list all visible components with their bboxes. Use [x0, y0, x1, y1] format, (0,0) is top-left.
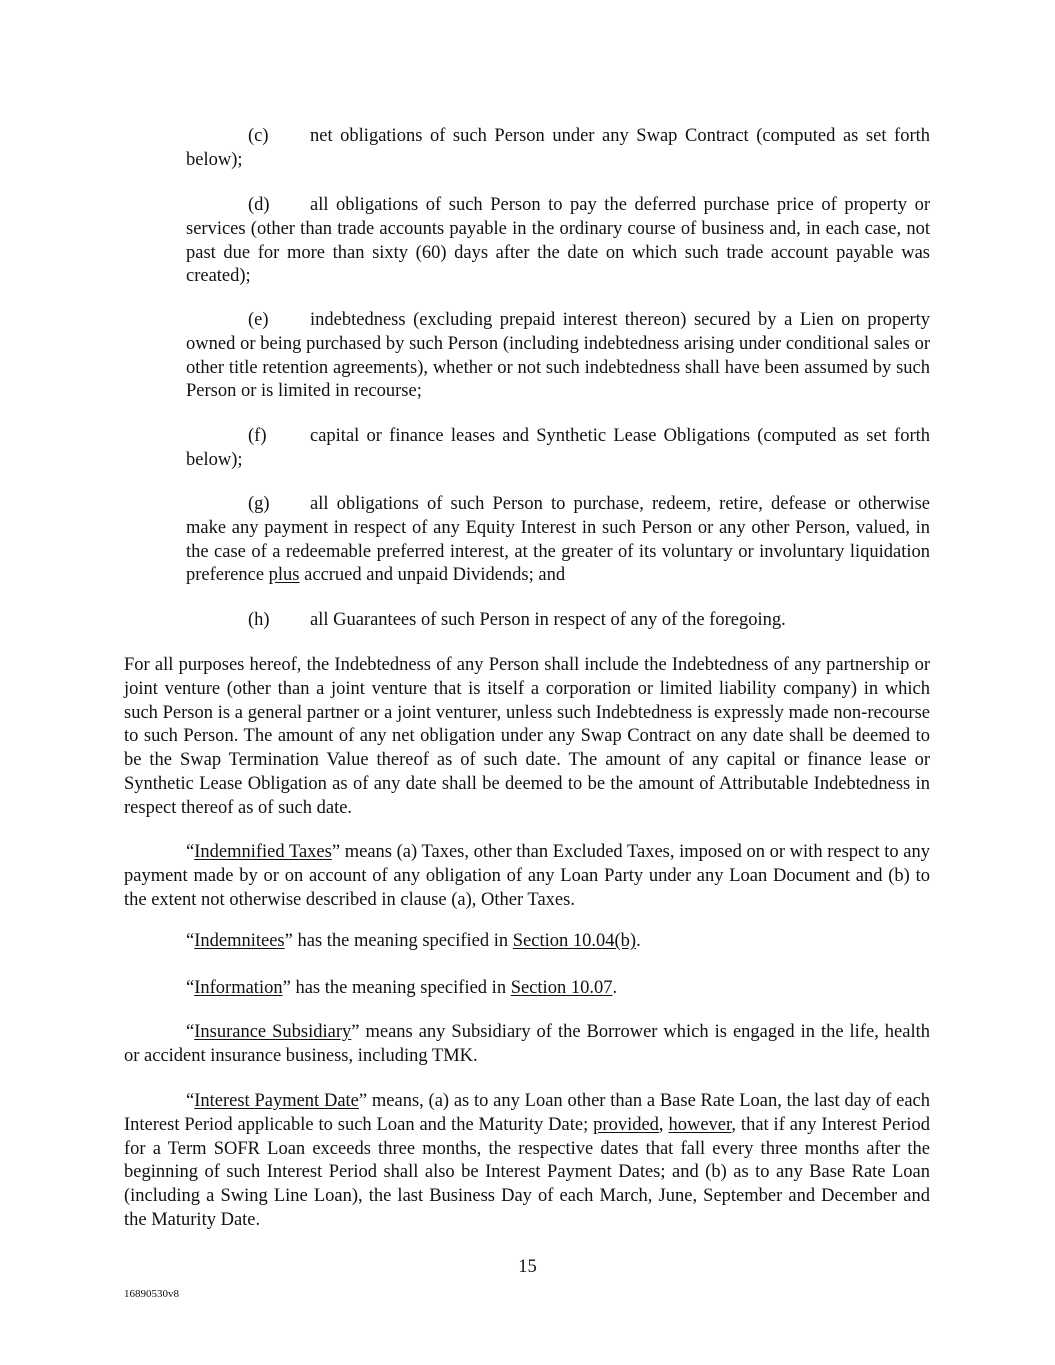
close-quote: ” [284, 931, 293, 951]
definition-indemnified-taxes [124, 841, 930, 912]
defined-term: Interest Payment Date [194, 1091, 359, 1111]
however-term: however [668, 1114, 732, 1135]
open-quote: “ [186, 1091, 195, 1111]
clause-label: (d) [248, 195, 270, 215]
clause-label: (f) [248, 426, 267, 446]
clause-text: all obligations of such Person to purchase, redeem, retire, defease or otherwise make any payment in respect of any Equity Interest in such Person or any other Person, valued, in the case of a redeemable preferred interest, at the greater of its voluntary or involuntary liquidation preference [186, 494, 930, 586]
clause-text: net obligations of such Person under any Swap Contract (computed as set forth below); [186, 126, 930, 170]
definition-text: means, (a) as to any Loan other than a Base Rate Loan, the last day of each Interest Period applicable to such Loan and the Maturity Date; [124, 1091, 930, 1135]
definition-text: has the meaning specified in [292, 931, 513, 951]
close-quote: ” [358, 1091, 368, 1111]
section-reference: Section 10.04(b) [512, 931, 637, 951]
clause-e [186, 309, 930, 404]
clause-text-end: accrued and unpaid Dividends; and [299, 565, 566, 586]
clause-f [186, 425, 930, 473]
clause-text: all obligations of such Person to pay the deferred purchase price of property or services (other than trade accounts payable in the ordinary course of business and, in each case, not past due for more than sixty (60) days after the date on which such trade account payable was created); [186, 195, 930, 287]
defined-term: Insurance Subsidiary [194, 1022, 352, 1042]
clause-c [186, 125, 930, 173]
definition-text: means any Subsidiary of the Borrower which is engaged in the life, health or accident insurance business, including TMK. [124, 1022, 931, 1066]
clause-label: (g) [248, 494, 270, 514]
indebtedness-closing-paragraph: For all purposes hereof, the Indebtedness of any Person shall include the Indebtedness of any partnership or joint venture (other than a joint venture that is itself a corporation or limited liability company) in which such Person is a general partner or a joint venturer, unless such Indebtedness is expressly made non-recourse to such Person. The amount of any net obligation under any Swap Contract on any date shall be deemed to be the Swap Termination Value thereof as of such date. The amount of any capital or finance lease or Synthetic Lease Obligation as of any date shall be deemed to be the amount of Attributable Indebtedness in respect thereof as of such date. [124, 655, 930, 818]
clause-label: (h) [248, 610, 270, 630]
comma: , [658, 1114, 669, 1135]
clause-h [186, 609, 930, 633]
close-quote: ” [282, 978, 291, 998]
clause-text: all Guarantees of such Person in respect of any of the foregoing. [310, 610, 786, 630]
close-quote: ” [351, 1022, 360, 1042]
definition-text-end: , that if any Interest Period for a Term SOFR Loan exceeds three months, the respective dates that fall every three months after the beginning of such Interest Period shall also be Interest Payment Dates; and (b) as to any Base Rate Loan (including a Swing Line Loan), the last Business Day of each March, June, September and December and the Maturity Date. [124, 1114, 931, 1230]
defined-term: Indemnitees [194, 931, 285, 951]
definition-text: has the meaning specified in [290, 978, 511, 998]
definition-insurance-subsidiary [124, 1021, 930, 1069]
document-id: 16890530v8 [124, 1288, 179, 1300]
section-reference: Section 10.07 [510, 978, 613, 998]
clause-label: (e) [248, 310, 269, 330]
close-quote: ” [331, 842, 341, 862]
definition-information [124, 977, 930, 1001]
page-number: 15 [518, 1257, 537, 1277]
defined-term: Indemnified Taxes [194, 842, 332, 862]
clause-g [186, 493, 930, 588]
open-quote: “ [186, 978, 195, 998]
open-quote: “ [186, 1022, 195, 1042]
clause-label: (c) [248, 126, 269, 146]
definition-indemnitees [124, 930, 930, 954]
definition-end: . [612, 978, 618, 998]
definition-interest-payment-date [124, 1090, 930, 1233]
plus-term: plus [268, 565, 300, 586]
open-quote: “ [186, 931, 195, 951]
clause-text: capital or finance leases and Synthetic Lease Obligations (computed as set forth below); [186, 426, 930, 470]
clause-text: indebtedness (excluding prepaid interest thereon) secured by a Lien on property owned or being purchased by such Person (including indebtedness arising under conditional sales or other title retention agreements), whether or not such indebtedness shall have been assumed by such Person or is limited in recourse; [186, 310, 930, 402]
provided-term: provided [593, 1114, 659, 1135]
open-quote: “ [186, 842, 195, 862]
clause-d [186, 194, 930, 289]
definition-end: . [636, 931, 641, 951]
definition-text: means (a) Taxes, other than Excluded Taxes, imposed on or with respect to any payment made by or on account of any obligation of any Loan Party under any Loan Document and (b) to the extent not otherwise described in clause (a), Other Taxes. [124, 842, 931, 910]
defined-term: Information [194, 978, 283, 998]
